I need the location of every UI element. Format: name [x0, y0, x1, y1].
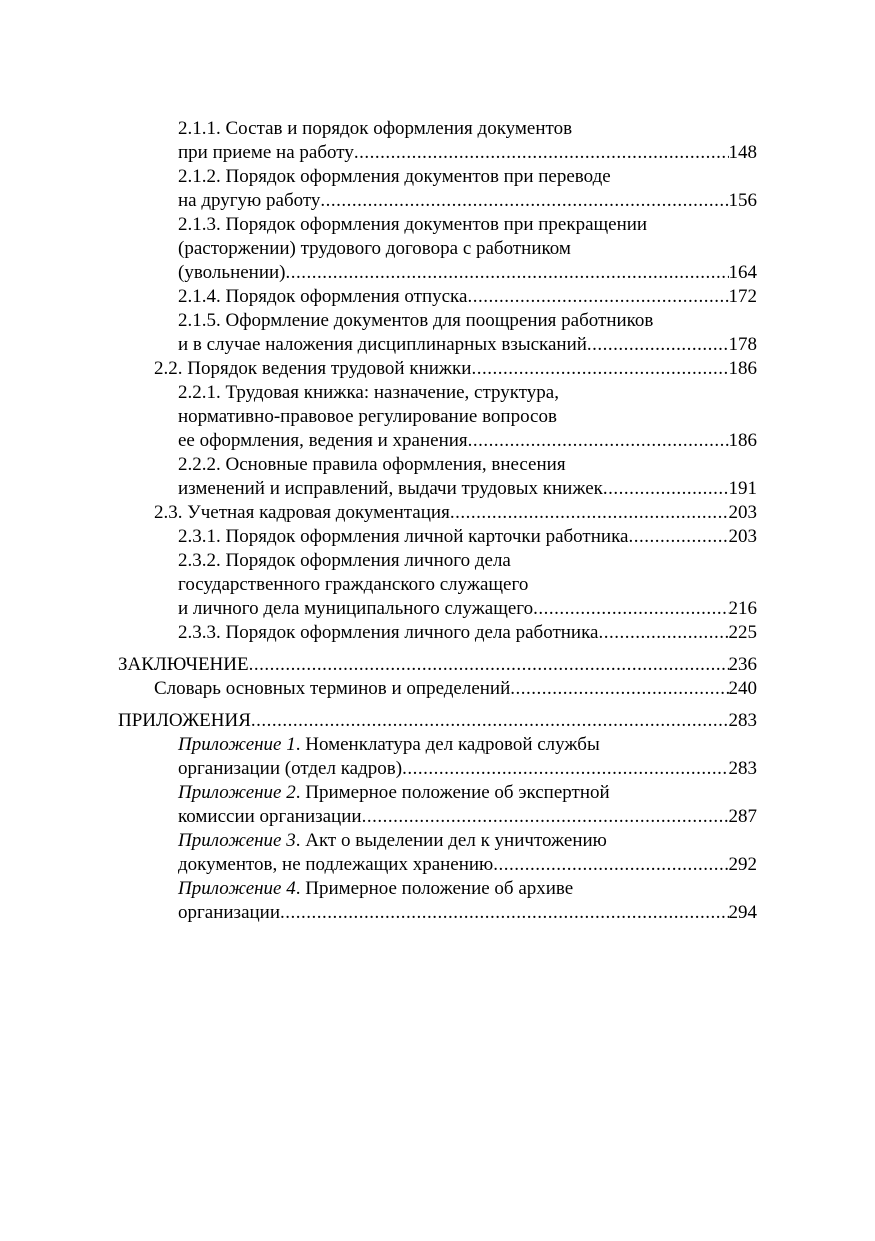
toc-line: 2.1.5. Оформление документов для поощрения работников — [178, 310, 654, 331]
toc-line: нормативно-правовое регулирование вопросов — [178, 406, 557, 427]
dot-leader — [354, 141, 729, 165]
dot-leader — [467, 285, 728, 309]
appendix-label: Приложение 1 — [178, 734, 296, 755]
toc-line-text: при приеме на работу — [178, 142, 354, 163]
toc-entry-2-1-4 — [0, 285, 875, 309]
toc-line-text: (увольнении) — [178, 262, 286, 283]
dot-leader — [468, 429, 729, 453]
toc-entry-appendices — [0, 709, 875, 733]
page-number: 283 — [728, 710, 757, 731]
page-number: 186 — [728, 358, 757, 379]
appendix-label: Приложение 4 — [178, 878, 296, 899]
dot-leader — [510, 677, 728, 701]
dot-leader — [587, 333, 729, 357]
page-number: 203 — [728, 526, 757, 547]
toc-line-with-page — [178, 261, 757, 285]
table-of-contents — [0, 117, 875, 925]
toc-line-with-page — [178, 621, 757, 645]
toc-line: 2.1.3. Порядок оформления документов при прекращении — [178, 214, 648, 235]
dot-leader — [471, 357, 728, 381]
page-number: 292 — [728, 854, 757, 875]
page-number: 225 — [728, 622, 757, 643]
toc-line-with-page — [178, 757, 757, 781]
toc-line-with-page — [118, 653, 757, 677]
toc-line: 2.2.1. Трудовая книжка: назначение, структура, — [178, 382, 559, 403]
toc-line-with-page — [178, 477, 757, 501]
toc-line: государственного гражданского служащего — [178, 574, 529, 595]
toc-line-text: изменений и исправлений, выдачи трудовых книжек — [178, 478, 603, 499]
page-number: 216 — [728, 598, 757, 619]
toc-line-text: организации (отдел кадров) — [178, 758, 403, 779]
appendix-label: Приложение 2 — [178, 782, 296, 803]
toc-line-with-page — [154, 357, 757, 381]
page-number: 287 — [728, 806, 757, 827]
toc-line-text: 2.1.4. Порядок оформления отпуска — [178, 286, 468, 307]
toc-line-with-page — [178, 189, 757, 213]
dot-leader — [251, 709, 729, 733]
toc-line-with-page — [178, 141, 757, 165]
toc-entry-glossary — [0, 677, 875, 701]
page-number: 186 — [728, 430, 757, 451]
toc-line — [178, 781, 875, 805]
toc-line-with-page — [178, 853, 757, 877]
toc-line-text: комиссии организации — [178, 806, 362, 827]
dot-leader — [450, 501, 729, 525]
toc-entry-appendix-1 — [0, 733, 875, 781]
toc-line-with-page — [178, 525, 757, 549]
toc-line-with-page — [178, 285, 757, 309]
page-number: 148 — [728, 142, 757, 163]
toc-entry-appendix-2 — [0, 781, 875, 829]
toc-line-text: 2.3.3. Порядок оформления личного дела работника — [178, 622, 599, 643]
page-number: 203 — [728, 502, 757, 523]
dot-leader — [280, 901, 728, 925]
toc-line-text: ЗАКЛЮЧЕНИЕ — [118, 654, 249, 675]
toc-line-text: на другую работу — [178, 190, 321, 211]
toc-entry-appendix-4 — [0, 877, 875, 925]
toc-entry-2-1-5 — [0, 309, 875, 357]
toc-line — [178, 733, 875, 757]
appendix-title: . Акт о выделении дел к уничтожению — [295, 830, 607, 851]
toc-line: 2.1.1. Состав и порядок оформления документов — [178, 118, 573, 139]
toc-line-text: 2.3.1. Порядок оформления личной карточки работника — [178, 526, 629, 547]
toc-entry-2-2-1 — [0, 381, 875, 453]
page-number: 240 — [728, 678, 757, 699]
appendix-title: . Номенклатура дел кадровой службы — [295, 734, 600, 755]
page-number: 172 — [728, 286, 757, 307]
toc-line-with-page — [178, 333, 757, 357]
page-number: 191 — [728, 478, 757, 499]
page-number: 283 — [728, 758, 757, 779]
toc-line — [178, 829, 875, 853]
page-number: 178 — [728, 334, 757, 355]
toc-line-text: 2.3. Учетная кадровая документация — [154, 502, 450, 523]
page-number: 236 — [728, 654, 757, 675]
toc-entry-2-1-3 — [0, 213, 875, 285]
dot-leader — [362, 805, 729, 829]
toc-line-text: ее оформления, ведения и хранения — [178, 430, 468, 451]
toc-line-with-page — [118, 709, 757, 733]
page-number: 164 — [728, 262, 757, 283]
toc-line-text: документов, не подлежащих хранению — [178, 854, 494, 875]
dot-leader — [402, 757, 728, 781]
dot-leader — [249, 653, 729, 677]
toc-entry-2-3-3 — [0, 621, 875, 645]
toc-entry-appendix-3 — [0, 829, 875, 877]
dot-leader — [603, 477, 729, 501]
toc-entry-2-2-2 — [0, 453, 875, 501]
toc-line: (расторжении) трудового договора с работником — [178, 238, 571, 259]
toc-line-text: 2.2. Порядок ведения трудовой книжки — [154, 358, 472, 379]
page-number: 294 — [728, 902, 757, 923]
toc-line: 2.2.2. Основные правила оформления, внесения — [178, 454, 566, 475]
toc-line: 2.3.2. Порядок оформления личного дела — [178, 550, 511, 571]
toc-line-with-page — [178, 901, 757, 925]
dot-leader — [533, 597, 728, 621]
dot-leader — [493, 853, 728, 877]
toc-line-with-page — [154, 501, 757, 525]
toc-entry-2-2 — [0, 357, 875, 381]
toc-entry-2-1-1 — [0, 117, 875, 165]
toc-line-with-page — [154, 677, 757, 701]
toc-line-text: организации — [178, 902, 281, 923]
toc-line — [178, 877, 875, 901]
dot-leader — [628, 525, 728, 549]
appendix-title: . Примерное положение об архиве — [295, 878, 574, 899]
toc-entry-conclusion — [0, 653, 875, 677]
appendix-title: . Примерное положение об экспертной — [295, 782, 610, 803]
toc-line: 2.1.2. Порядок оформления документов при переводе — [178, 166, 611, 187]
toc-line-text: и личного дела муниципального служащего — [178, 598, 534, 619]
toc-entry-2-3 — [0, 501, 875, 525]
toc-line-text: и в случае наложения дисциплинарных взысканий — [178, 334, 587, 355]
toc-entry-2-1-2 — [0, 165, 875, 213]
toc-line-with-page — [178, 429, 757, 453]
toc-entry-2-3-1 — [0, 525, 875, 549]
toc-line-text: Словарь основных терминов и определений — [154, 678, 511, 699]
toc-entry-2-3-2 — [0, 549, 875, 621]
toc-line-with-page — [178, 597, 757, 621]
toc-line-with-page — [178, 805, 757, 829]
toc-line-text: ПРИЛОЖЕНИЯ — [118, 710, 251, 731]
dot-leader — [320, 189, 728, 213]
appendix-label: Приложение 3 — [178, 830, 296, 851]
dot-leader — [286, 261, 729, 285]
dot-leader — [598, 621, 728, 645]
page-number: 156 — [728, 190, 757, 211]
